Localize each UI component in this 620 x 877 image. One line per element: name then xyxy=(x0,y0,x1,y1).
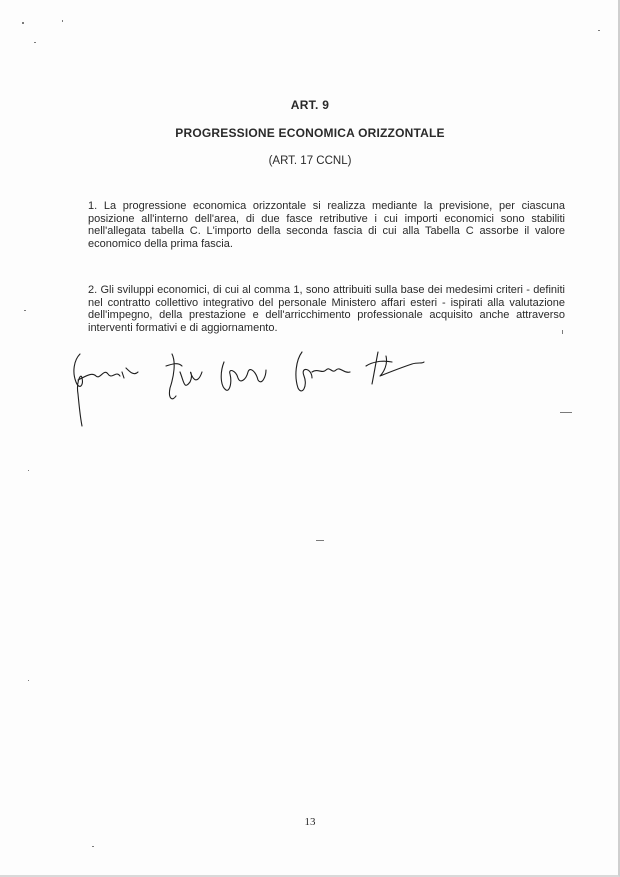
scan-speck xyxy=(34,42,36,43)
signature-5 xyxy=(366,352,424,384)
article-number: ART. 9 xyxy=(290,98,330,112)
scan-speck xyxy=(92,846,94,847)
article-reference: (ART. 17 CCNL) xyxy=(268,155,352,167)
handwritten-signatures xyxy=(60,342,430,437)
signature-1 xyxy=(74,354,138,426)
paragraph-1: 1. La progressione economica orizzontale si realizza mediante la previsione, per ciascuna posizione all'interno dell'area, di due fasce retributive i cui importi economici sono stabiliti nell'allegata tabella C. L'importo della seconda fascia di cui alla Tabella C assorbe il valore economico della prima fascia. xyxy=(88,200,565,250)
paragraph-2: 2. Gli sviluppi economici, di cui al comma 1, sono attribuiti sulla base dei medesimi criteri - definiti nel contratto collettivo integrativo del personale Ministero affari esteri - ispirati alla valutazione dell'impegno, della prestazione e dell'arricchimento professionale acquisito anche attraverso interventi formativi e di aggiornamento. xyxy=(88,284,565,334)
scan-speck xyxy=(560,412,572,413)
signature-4 xyxy=(296,352,350,391)
scan-speck xyxy=(316,540,324,541)
article-title: PROGRESSIONE ECONOMICA ORIZZONTALE xyxy=(175,126,445,140)
scan-speck xyxy=(598,30,600,31)
scan-speck xyxy=(22,22,24,24)
signature-3 xyxy=(221,362,266,390)
signature-2 xyxy=(166,354,202,399)
page-number: 13 xyxy=(304,816,316,828)
scan-speck xyxy=(24,310,26,311)
scan-speck xyxy=(62,20,63,22)
scan-speck xyxy=(562,330,563,334)
scan-speck xyxy=(28,680,29,681)
scan-speck xyxy=(28,470,29,471)
